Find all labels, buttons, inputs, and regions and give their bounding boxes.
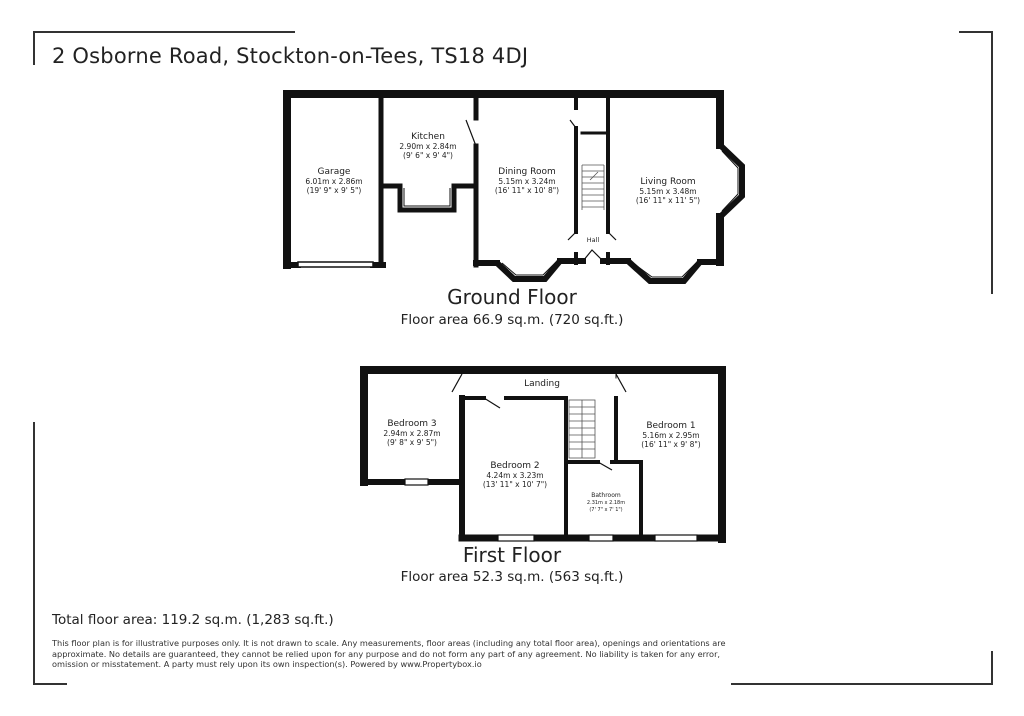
kitchen-imperial: (9' 6" x 9' 4") bbox=[403, 151, 453, 160]
ground-stairs bbox=[582, 165, 604, 210]
first-stairs bbox=[569, 400, 595, 458]
living-bay-window-side bbox=[720, 145, 742, 217]
property-address-title: 2 Osborne Road, Stockton-on-Tees, TS18 4DJ bbox=[52, 44, 529, 68]
living-imperial: (16' 11" x 11' 5") bbox=[635, 196, 701, 205]
bedroom1-window bbox=[655, 535, 697, 541]
dining-metric: 5.15m x 3.24m bbox=[498, 177, 556, 186]
bathroom-metric: 2.31m x 2.18m bbox=[586, 500, 626, 506]
first-floor-windows bbox=[405, 479, 697, 541]
kitchen-bay-window-inner bbox=[404, 188, 450, 206]
hall-door-left bbox=[568, 232, 576, 240]
hall-label: Hall bbox=[586, 236, 600, 244]
hall-cupboard-door bbox=[570, 120, 576, 128]
dining-label: Dining Room bbox=[498, 167, 556, 177]
bedroom2-imperial: (13' 11" x 10' 7") bbox=[482, 480, 548, 489]
first-floor-plan bbox=[364, 370, 722, 539]
bedroom1-label: Bedroom 1 bbox=[646, 421, 696, 431]
bedroom3-label: Bedroom 3 bbox=[387, 419, 437, 429]
living-label: Living Room bbox=[640, 177, 696, 187]
bathroom-door bbox=[598, 462, 612, 470]
bathroom-label: Bathroom bbox=[591, 492, 621, 499]
bedroom2-metric: 4.24m x 3.23m bbox=[486, 471, 544, 480]
garage-door-window bbox=[298, 262, 373, 267]
ground-floor-title: Ground Floor bbox=[447, 285, 577, 309]
living-bay-window-bottom bbox=[628, 261, 700, 281]
living-metric: 5.15m x 3.48m bbox=[639, 187, 697, 196]
total-floor-area: Total floor area: 119.2 sq.m. (1,283 sq.ft.) bbox=[52, 612, 334, 628]
bathroom-imperial: (7' 7" x 7' 1") bbox=[589, 507, 623, 513]
dining-imperial: (16' 11" x 10' 8") bbox=[494, 186, 560, 195]
bedroom3-metric: 2.94m x 2.87m bbox=[383, 429, 441, 438]
kitchen-metric: 2.90m x 2.84m bbox=[399, 142, 457, 151]
bedroom3-window bbox=[405, 479, 428, 485]
dining-door bbox=[466, 120, 476, 146]
ground-room-labels bbox=[305, 132, 700, 244]
bedroom1-imperial: (16' 11" x 9' 8") bbox=[641, 440, 701, 449]
bedroom3-imperial: (9' 8" x 9' 5") bbox=[387, 438, 437, 447]
disclaimer-text: This floor plan is for illustrative purposes only. It is not drawn to scale. Any measurements, floor areas (including any total floor area), openings and orientations are approximate. No details are guaranteed, they cannot be relied upon for any purpose and do not form any part of any agreement. No liability is taken for any error, omission or misstatement. A party must rely upon its own inspection(s). Powered by www.Propertybox.io bbox=[52, 638, 726, 669]
ground-floor-windows bbox=[298, 145, 742, 281]
first-floor-area: Floor area 52.3 sq.m. (563 sq.ft.) bbox=[400, 569, 624, 585]
landing-label: Landing bbox=[524, 379, 560, 389]
bathroom-window bbox=[589, 535, 613, 541]
bedroom2-label: Bedroom 2 bbox=[490, 461, 540, 471]
ground-floor-area: Floor area 66.9 sq.m. (720 sq.ft.) bbox=[400, 312, 624, 328]
dining-bay-window bbox=[497, 261, 560, 279]
hall-door-right bbox=[608, 232, 616, 240]
garage-label: Garage bbox=[317, 167, 351, 177]
first-floor-title: First Floor bbox=[462, 543, 562, 567]
garage-metric: 6.01m x 2.86m bbox=[305, 177, 363, 186]
bedroom2-window bbox=[498, 535, 534, 541]
bedroom1-door bbox=[616, 374, 626, 392]
bedroom3-door bbox=[452, 374, 462, 392]
kitchen-label: Kitchen bbox=[411, 132, 445, 142]
bedroom1-metric: 5.16m x 2.95m bbox=[642, 431, 700, 440]
garage-imperial: (19' 9" x 9' 5") bbox=[306, 186, 362, 195]
bedroom2-door bbox=[484, 398, 500, 408]
